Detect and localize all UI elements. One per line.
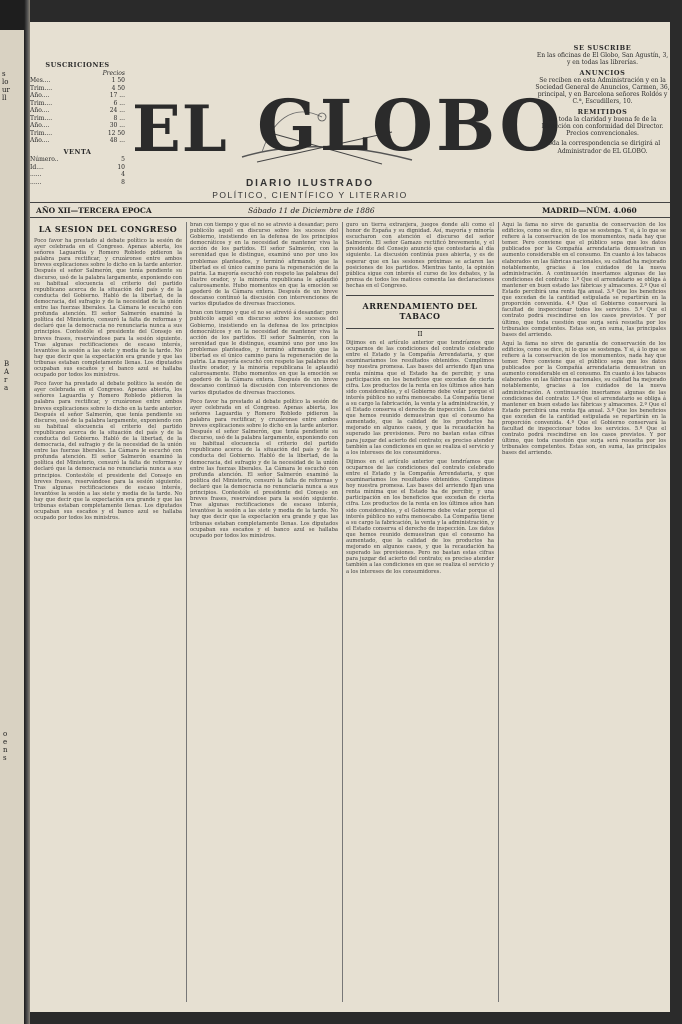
price-row-label: ...... — [30, 178, 42, 186]
column4-text: Aquí la fama no sirve de garantía de conservación de los edificios, como se dice, ni lo que se sostenga. Y si, á lo que se refiere á la conservación de los monumentos, nada hay que temer. Pero conviene que el público sepa que los datos publicados por la Compañía arrendataria demuestran un aumento considerable en el consumo. En cuanto á los tabacos elaborados en las fábricas nacionales, su calidad ha mejorado notablemente, gracias á los cuidados de la nueva administración. A continuación insertamos algunas de las condiciones del contrato: 1.º Que el arrendatario se obliga á mantener en buen estado las fábricas y almacenes. 2.º Que el Estado percibirá una renta fija anual. 3.º Que los beneficios que excedan de la cantidad estipulada se repartirán en la proporción convenida. 4.º Que el Gobierno conservará la facultad de inspeccionar todos los servicios. 5.º Que el contrato podrá rescindirse en los casos previstos. Y por último, que toda cuestión que surja será resuelta por los tribunales competentes. Estas son, en suma, las principales bases del arriendo. — [502, 222, 666, 338]
subtitle-line1: DIARIO ILUSTRADO — [245, 178, 375, 189]
masthead-subtitle — [180, 178, 440, 200]
column3-top-text: guro un tierra extranjera, juegos donde allí como el honor de España y su dignidad. Así, mayoría y minoría escucharon con atención el discurso del señor Salmerón. El señor Gamazo rectificó brevemente, y el presidente del Consejo anunció que contestaría al día siguiente. La discusión continúa pues abierta, y es de esperar que en las sesiones próximas se aclaren las posiciones de los partidos. Mientras tanto, la opinión pública sigue con interés el curso de los debates, y la prensa de todos los matices comenta las declaraciones hechas en el Congreso. — [346, 222, 494, 289]
column-3 — [346, 222, 494, 1012]
column-rule — [186, 222, 187, 1002]
price-row-value: 8 — [121, 178, 125, 186]
remitidos-title: REMITIDOS — [577, 107, 628, 116]
price-row-label: Año.... — [30, 92, 50, 99]
prices-label: Precios — [102, 69, 125, 77]
price-row-label: Id.... — [30, 163, 44, 171]
masthead — [92, 62, 564, 172]
sale-title: VENTA — [63, 147, 92, 156]
price-row-label: Trim.... — [30, 129, 53, 137]
column4-text-repeat: Aquí la fama no sirve de garantía de conservación de los edificios, como se dice, ni lo que se sostenga. Y si, á lo que se refiere á la conservación de los monumentos, nada hay que temer. Pero conviene que el público sepa que los datos publicados por la Compañía arrendataria demuestran un aumento considerable en el consumo. En cuanto á los tabacos elaborados en las fábricas nacionales, su calidad ha mejorado notablemente, gracias á los cuidados de la nueva administración. A continuación insertamos algunas de las condiciones del contrato: 1.º Que el arrendatario se obliga á mantener en buen estado las fábricas y almacenes. 2.º Que el Estado percibirá una renta fija anual. 3.º Que los beneficios que excedan de la cantidad estipulada se repartirán en la proporción convenida. 4.º Que el Gobierno conservará la facultad de inspeccionar todos los servicios. 5.º Que el contrato podrá rescindirse en los casos previstos. Y por último, que toda cuestión que surja será resuelta por los tribunales competentes. Estas son, en suma, las principales bases del arriendo. — [502, 340, 666, 457]
subscribe-text: En las oficinas de El Globo, San Agustín, 3, y en todas las librerías. — [536, 52, 669, 67]
subtitle-line2: POLÍTICO, CIENTÍFICO Y LITERARIO — [212, 190, 408, 200]
adjacent-page-fragment — [0, 30, 24, 1024]
column-2 — [190, 222, 338, 1012]
column-1 — [34, 222, 182, 1012]
column2-text-repeat: bran con tiempo y que el no se atrevió á desandar; pero publicólo aquél en discurso sobre los sucesos del Gobierno, insistiendo en la defensa de los principios democráticos y en la necesidad de mantener viva la acción de los partidos. El señor Salmerón, con la serenidad que le distingue, examinó uno por uno los problemas planteados, y terminó afirmando que la libertad es el único camino para la regeneración de la patria. La mayoría escuchó con respeto las palabras del ilustre orador, y la minoría republicana le aplaudió calurosamente. Hubo momentos en que la emoción se apoderó de la Cámara entera. Después de un breve descanso continuó la discusión con intervenciones de varios diputados de diversas fracciones. — [190, 310, 338, 396]
column2-text: bran con tiempo y que el no se atrevió á desandar; pero publicólo aquél en discurso sobre los sucesos del Gobierno, insistiendo en la defensa de los principios democráticos y en la necesidad de mantener viva la acción de los partidos. El señor Salmerón, con la serenidad que le distingue, examinó uno por uno los problemas planteados, y terminó afirmando que la libertad es el único camino para la regeneración de la patria. La mayoría escuchó con respeto las palabras del ilustre orador, y la minoría republicana le aplaudió calurosamente. Hubo momentos en que la emoción se apoderó de la Cámara entera. Después de un breve descanso continuó la discusión con intervenciones de varios diputados de diversas fracciones. — [190, 222, 338, 308]
fragment-text: o e n s — [3, 730, 8, 762]
article1-body: Poco favor ha prestado al debate político la sesión de ayer celebrada en el Congreso. Apenas abierta, los señores Laguardia y Romero Robledo pidieron la palabra para rectificar, y cruzáronse entre ambos breves explicaciones sobre lo dicho en la tarde anterior. Después el señor Salmerón, que tenía pendiente su discurso, usó de la palabra largamente, exponiendo con su habitual elocuencia el criterio del partido republicano acerca de la situación del país y de la conducta del Gobierno. Habló de la libertad, de la democracia, del sufragio y de la necesidad de la unión entre las fuerzas liberales. La Cámara le escuchó con profunda atención. El señor Salmerón examinó la política del Ministerio, censuró la falta de reformas y declaró que la democracia no renunciaría nunca a sus principios. Contestóle el presidente del Consejo en breves frases, reservándose para la sesión siguiente. Tras algunas rectificaciones de escaso interés, levantóse la sesión a las siete y media de la tarde. No hay que decir que la expectación era grande y que las tribunas estaban completamente llenas. Los diputados ocupaban sus escaños y el banco azul se hallaba ocupado por todos los ministros. — [34, 238, 182, 379]
price-row-label: Trim.... — [30, 84, 53, 92]
newspaper-page — [30, 22, 670, 1012]
article1-title: LA SESION DEL CONGRESO — [38, 224, 178, 234]
price-row-label: Trim.... — [30, 114, 53, 122]
column-rule — [342, 222, 343, 1002]
price-row-label: Año.... — [30, 122, 50, 129]
article1-body-repeat: Poco favor ha prestado al debate político la sesión de ayer celebrada en el Congreso. Apenas abierta, los señores Laguardia y Romero Robledo pidieron la palabra para rectificar, y cruzáronse entre ambos breves explicaciones sobre lo dicho en la tarde anterior. Después el señor Salmerón, que tenía pendiente su discurso, usó de la palabra largamente, exponiendo con su habitual elocuencia el criterio del partido republicano acerca de la situación del país y de la conducta del Gobierno. Habló de la libertad, de la democracia, del sufragio y de la necesidad de la unión entre las fuerzas liberales. La Cámara le escuchó con profunda atención. El señor Salmerón examinó la política del Ministerio, censuró la falta de reformas y declaró que la democracia no renunciaría nunca a sus principios. Contestóle el presidente del Consejo en breves frases, reservándose para la sesión siguiente. Tras algunas rectificaciones de escaso interés, levantóse la sesión a las siete y media de la tarde. No hay que decir que la expectación era grande y que las tribunas estaban completamente llenas. Los diputados ocupaban sus escaños y el banco azul se hallaba ocupado por todos los ministros. — [34, 381, 182, 522]
dateline-number: MADRID—NÚM. 4.060 — [542, 206, 637, 215]
fragment-text: B A r a — [4, 360, 10, 392]
price-row-value: 48 ... — [109, 137, 125, 144]
price-row-value: 6 ... — [113, 99, 125, 107]
price-row-value: 8 ... — [113, 114, 125, 122]
fragment-text: s lo ur ll — [2, 70, 10, 102]
article2-numeral: II — [417, 331, 423, 339]
column-4 — [502, 222, 666, 1012]
price-row-value: 10 — [117, 163, 125, 171]
article2-title: ARRENDAMIENTO DEL TABACO — [362, 301, 478, 322]
article2-body-repeat: Dijimos en el artículo anterior que tendríamos que ocuparnos de las condiciones del contrato celebrado entre el Estado y la Compañía Arrendataria, y que examinaríamos los resultados obtenidos. Cumplimos hoy nuestra promesa. Las bases del arriendo fijan una renta mínima que el Estado ha de percibir, y una participación en los beneficios que excedan de cierta cifra. Los productos de la renta en los últimos años han sido considerables, y el Gobierno debe velar porque el interés público no sufra menoscabo. La Compañía tiene a su cargo la fabricación, la venta y la administración, y el Estado conserva el derecho de inspección. Los datos que hemos reunido demuestran que el consumo ha aumentado, que la calidad de los productos ha mejorado en algunos casos, y que la recaudación ha superado las previsiones. Pero no bastan estas cifras para juzgar del acierto del contrato; es preciso atender también a las condiciones en que se realiza el servicio y a los intereses de los consumidores. — [346, 458, 494, 575]
price-row-value: 1 50 — [111, 77, 125, 84]
price-row-value: 17 ... — [109, 92, 125, 99]
price-row-value: 24 ... — [109, 107, 125, 114]
dateline-date: Sábado 11 de Diciembre de 1886 — [248, 206, 375, 215]
price-row — [30, 171, 125, 179]
price-row-label: Año.... — [30, 107, 50, 114]
price-row-value: 30 ... — [109, 122, 125, 129]
price-row-label: Trim.... — [30, 99, 53, 107]
ads-title: ANUNCIOS — [579, 68, 626, 77]
price-row-value: 4 50 — [111, 84, 125, 92]
title-el: EL — [132, 92, 228, 167]
dateline-year: AÑO XII—TERCERA EPOCA — [36, 206, 152, 215]
price-row-label: ...... — [30, 171, 42, 178]
correspondence-text: Toda la correspondencia se dirigirá al Administrador de EL GLOBO. — [544, 140, 661, 155]
price-row — [30, 179, 125, 187]
column2-text-more: Poco favor ha prestado al debate político la sesión de ayer celebrada en el Congreso. Apenas abierta, los señores Laguardia y Romero Robledo pidieron la palabra para rectificar, y cruzáronse entre ambos breves explicaciones sobre lo dicho en la tarde anterior. Después el señor Salmerón, que tenía pendiente su discurso, usó de la palabra largamente, exponiendo con su habitual elocuencia el criterio del partido republicano acerca de la situación del país y de la conducta del Gobierno. Habló de la libertad, de la democracia, del sufragio y de la necesidad de la unión entre las fuerzas liberales. La Cámara le escuchó con profunda atención. El señor Salmerón examinó la política del Ministerio, censuró la falta de reformas y declaró que la democracia no renunciaría nunca a sus principios. Contestóle el presidente del Consejo en breves frases, reservándose para la sesión siguiente. Tras algunas rectificaciones de escaso interés, levantóse la sesión a las siete y media de la tarde. No hay que decir que la expectación era grande y que las tribunas estaban completamente llenas. Los diputados ocupaban sus escaños y el banco azul se hallaba ocupado por todos los ministros. — [190, 398, 338, 539]
prices-text: Precios convencionales. — [566, 130, 639, 138]
remitidos-text: En toda la claridad y buena fe de la Dirección con conformidad del Director. — [541, 115, 664, 131]
subscriptions-title: SUSCRICIONES — [45, 61, 110, 69]
column-rule — [498, 222, 499, 1002]
article2-header — [346, 295, 494, 329]
price-row-label: Año.... — [30, 137, 50, 144]
price-row-label: Número.. — [30, 156, 59, 163]
price-row-value: 12 50 — [107, 129, 125, 137]
title-globo: GLOBO — [257, 84, 564, 167]
price-row-value: 4 — [121, 171, 125, 178]
scan-right-edge — [670, 0, 682, 1024]
subscribe-title: SE SUSCRIBE — [573, 44, 632, 52]
price-row-value: 5 — [121, 156, 125, 163]
right-info-box — [535, 42, 670, 155]
dateline — [30, 202, 670, 218]
price-row-label: Mes.... — [30, 77, 51, 84]
ads-text: Se reciben en esta Administración y en la Sociedad General de Anuncios, Carmen, 36, principal, y en Barcelona señores Roldós y C.ª, Escudillers, 10. — [535, 76, 670, 106]
article2-body: Dijimos en el artículo anterior que tendríamos que ocuparnos de las condiciones del contrato celebrado entre el Estado y la Compañía Arrendataria, y que examinaríamos los resultados obtenidos. Cumplimos hoy nuestra promesa. Las bases del arriendo fijan una renta mínima que el Estado ha de percibir, y una participación en los beneficios que excedan de cierta cifra. Los productos de la renta en los últimos años han sido considerables, y el Gobierno debe velar porque el interés público no sufra menoscabo. La Compañía tiene a su cargo la fabricación, la venta y la administración, y el Estado conserva el derecho de inspección. Los datos que hemos reunido demuestran que el consumo ha aumentado, que la calidad de los productos ha mejorado en algunos casos, y que la recaudación ha superado las previsiones. Pero no bastan estas cifras para juzgar del acierto del contrato; es preciso atender también a las condiciones en que se realiza el servicio y a los intereses de los consumidores. — [346, 340, 494, 456]
